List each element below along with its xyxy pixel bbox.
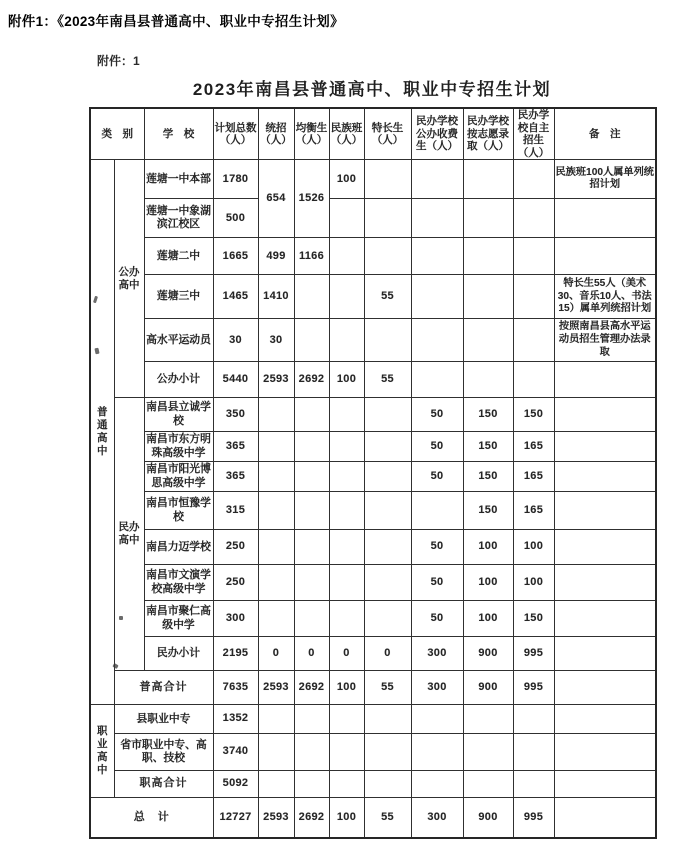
- subtotal-row: [90, 362, 656, 398]
- public-fee-cell: [411, 362, 463, 398]
- balanced-cell: [294, 530, 329, 565]
- public-fee-cell: 300: [411, 798, 463, 838]
- col-header-private-public-fee: 民办学校公办收费生（人）: [411, 108, 463, 160]
- remark-cell: 按照南昌县高水平运动员招生管理办法录取: [554, 319, 656, 362]
- autonomous-cell: 165: [513, 432, 554, 462]
- plan-total-cell: 1465: [213, 275, 258, 319]
- autonomous-cell: 150: [513, 398, 554, 432]
- school-name-cell: 高水平运动员: [144, 319, 213, 362]
- school-name-cell: 南昌力迈学校: [144, 530, 213, 565]
- volunteer-cell: 100: [463, 530, 513, 565]
- talent-cell: [364, 771, 411, 798]
- ethnic-cell: [329, 319, 364, 362]
- subtotal-row: [90, 637, 656, 671]
- subtotal-label: 民办小计: [144, 637, 213, 671]
- balanced-cell: 1166: [294, 238, 329, 275]
- remark-cell: 特长生55人（美术30、音乐10人、书法15）属单列统招计划: [554, 275, 656, 319]
- table-row: [90, 492, 656, 530]
- balanced-cell: 2692: [294, 362, 329, 398]
- ethnic-cell: [329, 771, 364, 798]
- school-name-cell: 莲塘二中: [144, 238, 213, 275]
- col-header-talent: 特长生（人）: [364, 108, 411, 160]
- talent-cell: [364, 432, 411, 462]
- balanced-cell: 2692: [294, 798, 329, 838]
- table-title: 2023年南昌县普通高中、职业中专招生计划: [192, 80, 552, 99]
- subtotal-row: [90, 671, 656, 705]
- talent-cell: [364, 565, 411, 601]
- public-fee-cell: 50: [411, 462, 463, 492]
- unified-cell: 2593: [258, 362, 294, 398]
- balanced-cell: 0: [294, 637, 329, 671]
- volunteer-cell: 150: [463, 398, 513, 432]
- group-label-public-hs: 公办高中: [114, 160, 144, 398]
- autonomous-cell: 165: [513, 492, 554, 530]
- remark-cell: [554, 671, 656, 705]
- talent-cell: 55: [364, 798, 411, 838]
- ethnic-cell: [329, 601, 364, 637]
- plan-total-cell: 7635: [213, 671, 258, 705]
- table-row: [90, 530, 656, 565]
- public-fee-cell: 50: [411, 601, 463, 637]
- volunteer-cell: 150: [463, 462, 513, 492]
- table-row: [90, 601, 656, 637]
- talent-cell: 55: [364, 671, 411, 705]
- unified-cell: [258, 771, 294, 798]
- autonomous-cell: [513, 771, 554, 798]
- autonomous-cell: [513, 734, 554, 771]
- school-name-cell: 县职业中专: [114, 705, 213, 734]
- autonomous-cell: 995: [513, 671, 554, 705]
- remark-cell: [554, 362, 656, 398]
- table-row: [90, 734, 656, 771]
- unified-cell: [258, 492, 294, 530]
- public-fee-cell: 300: [411, 671, 463, 705]
- plan-total-cell: 365: [213, 432, 258, 462]
- group-label-general-hs: 普通高中: [90, 160, 114, 705]
- talent-cell: [364, 238, 411, 275]
- volunteer-cell: 150: [463, 432, 513, 462]
- scan-artifact: [119, 616, 123, 620]
- volunteer-cell: [463, 238, 513, 275]
- balanced-cell: [294, 734, 329, 771]
- balanced-cell: [294, 432, 329, 462]
- balanced-cell: [294, 771, 329, 798]
- col-header-unified: 统招（人）: [258, 108, 294, 160]
- public-fee-cell: 50: [411, 398, 463, 432]
- attachment-label: 附件：1: [97, 54, 140, 68]
- plan-total-cell: 365: [213, 462, 258, 492]
- autonomous-cell: 100: [513, 565, 554, 601]
- table-row: [90, 565, 656, 601]
- public-fee-cell: [411, 771, 463, 798]
- talent-cell: [364, 319, 411, 362]
- volunteer-cell: [463, 319, 513, 362]
- school-name-cell: 南昌市阳光博思高级中学: [144, 462, 213, 492]
- school-name-cell: 莲塘一中本部: [144, 160, 213, 199]
- balanced-cell: [294, 565, 329, 601]
- balanced-cell: [294, 398, 329, 432]
- ethnic-cell: [329, 275, 364, 319]
- ethnic-cell: [329, 565, 364, 601]
- public-fee-cell: 300: [411, 637, 463, 671]
- autonomous-cell: [513, 319, 554, 362]
- plan-total-cell: 5440: [213, 362, 258, 398]
- enrollment-plan-table: [89, 107, 657, 839]
- volunteer-cell: 100: [463, 601, 513, 637]
- volunteer-cell: [463, 160, 513, 199]
- table-row: [90, 432, 656, 462]
- table-row: [90, 238, 656, 275]
- table-row: [90, 199, 656, 238]
- ethnic-cell: 100: [329, 798, 364, 838]
- remark-cell: [554, 771, 656, 798]
- balanced-cell: [294, 601, 329, 637]
- volunteer-cell: [463, 199, 513, 238]
- school-name-cell: 莲塘一中象湖滨江校区: [144, 199, 213, 238]
- volunteer-cell: 900: [463, 671, 513, 705]
- balanced-cell: [294, 705, 329, 734]
- remark-cell: [554, 398, 656, 432]
- unified-cell: 2593: [258, 671, 294, 705]
- remark-cell: [554, 734, 656, 771]
- autonomous-cell: [513, 705, 554, 734]
- unified-cell: 0: [258, 637, 294, 671]
- remark-cell: [554, 530, 656, 565]
- autonomous-cell: [513, 199, 554, 238]
- plan-total-cell: 1352: [213, 705, 258, 734]
- talent-cell: [364, 160, 411, 199]
- balanced-cell: 1526: [294, 160, 329, 238]
- col-header-private-volunteer: 民办学校按志愿录取（人）: [463, 108, 513, 160]
- public-fee-cell: [411, 238, 463, 275]
- unified-cell: [258, 734, 294, 771]
- col-header-category: 类 别: [90, 108, 144, 160]
- col-header-private-autonomous: 民办学校自主招生（人）: [513, 108, 554, 160]
- grand-total-row: [90, 798, 656, 838]
- volunteer-cell: [463, 362, 513, 398]
- school-name-cell: 莲塘三中: [144, 275, 213, 319]
- ethnic-cell: [329, 238, 364, 275]
- public-fee-cell: 50: [411, 565, 463, 601]
- unified-cell: [258, 530, 294, 565]
- col-header-plan-total: 计划总数（人）: [213, 108, 258, 160]
- subtotal-label: 公办小计: [144, 362, 213, 398]
- public-fee-cell: 50: [411, 530, 463, 565]
- remark-cell: [554, 238, 656, 275]
- school-name-cell: 南昌县立诚学校: [144, 398, 213, 432]
- balanced-cell: [294, 319, 329, 362]
- col-header-ethnic-class: 民族班（人）: [329, 108, 364, 160]
- plan-total-cell: 12727: [213, 798, 258, 838]
- public-fee-cell: [411, 734, 463, 771]
- plan-total-cell: 500: [213, 199, 258, 238]
- talent-cell: [364, 705, 411, 734]
- unified-cell: [258, 398, 294, 432]
- autonomous-cell: 150: [513, 601, 554, 637]
- autonomous-cell: [513, 362, 554, 398]
- grand-total-label: 总 计: [90, 798, 213, 838]
- talent-cell: [364, 462, 411, 492]
- autonomous-cell: 995: [513, 637, 554, 671]
- volunteer-cell: [463, 771, 513, 798]
- table-row: [90, 160, 656, 199]
- unified-cell: [258, 601, 294, 637]
- balanced-cell: 2692: [294, 671, 329, 705]
- volunteer-cell: 900: [463, 798, 513, 838]
- header-row: [90, 108, 656, 160]
- unified-cell: 30: [258, 319, 294, 362]
- public-fee-cell: [411, 705, 463, 734]
- unified-cell: 499: [258, 238, 294, 275]
- ethnic-cell: 100: [329, 671, 364, 705]
- remark-cell: [554, 565, 656, 601]
- col-header-balanced: 均衡生（人）: [294, 108, 329, 160]
- remark-cell: [554, 601, 656, 637]
- autonomous-cell: [513, 238, 554, 275]
- plan-total-cell: 250: [213, 565, 258, 601]
- ethnic-cell: [329, 462, 364, 492]
- table-row: [90, 462, 656, 492]
- public-fee-cell: 50: [411, 432, 463, 462]
- remark-cell: [554, 798, 656, 838]
- volunteer-cell: 150: [463, 492, 513, 530]
- school-name-cell: 南昌市文演学校高级中学: [144, 565, 213, 601]
- remark-cell: [554, 199, 656, 238]
- table-row: [90, 319, 656, 362]
- subtotal-row: [90, 771, 656, 798]
- unified-cell: [258, 462, 294, 492]
- col-header-remark: 备 注: [554, 108, 656, 160]
- plan-total-cell: 30: [213, 319, 258, 362]
- balanced-cell: [294, 462, 329, 492]
- balanced-cell: [294, 275, 329, 319]
- public-fee-cell: [411, 199, 463, 238]
- ethnic-cell: 100: [329, 362, 364, 398]
- ethnic-cell: [329, 705, 364, 734]
- group-label-private-hs: 民办高中: [114, 398, 144, 671]
- ethnic-cell: 100: [329, 160, 364, 199]
- plan-total-cell: 2195: [213, 637, 258, 671]
- unified-cell: 1410: [258, 275, 294, 319]
- talent-cell: [364, 199, 411, 238]
- volunteer-cell: [463, 734, 513, 771]
- volunteer-cell: [463, 705, 513, 734]
- talent-cell: [364, 492, 411, 530]
- plan-total-cell: 3740: [213, 734, 258, 771]
- ethnic-cell: [329, 530, 364, 565]
- table-row: [90, 275, 656, 319]
- table-row: [90, 705, 656, 734]
- plan-total-cell: 350: [213, 398, 258, 432]
- ethnic-cell: [329, 398, 364, 432]
- remark-cell: [554, 462, 656, 492]
- public-fee-cell: [411, 160, 463, 199]
- school-name-cell: 南昌市恒豫学校: [144, 492, 213, 530]
- remark-cell: [554, 432, 656, 462]
- plan-total-cell: 250: [213, 530, 258, 565]
- unified-cell: [258, 705, 294, 734]
- school-name-cell: 南昌市东方明珠高级中学: [144, 432, 213, 462]
- remark-cell: [554, 637, 656, 671]
- volunteer-cell: [463, 275, 513, 319]
- volunteer-cell: 100: [463, 565, 513, 601]
- plan-total-cell: 1780: [213, 160, 258, 199]
- school-name-cell: 省市职业中专、高职、技校: [114, 734, 213, 771]
- plan-total-cell: 1665: [213, 238, 258, 275]
- public-fee-cell: [411, 275, 463, 319]
- remark-cell: [554, 492, 656, 530]
- ethnic-cell: [329, 492, 364, 530]
- ethnic-cell: [329, 432, 364, 462]
- talent-cell: [364, 734, 411, 771]
- group-label-vocational-hs: 职业高中: [90, 705, 114, 798]
- col-header-school: 学 校: [144, 108, 213, 160]
- talent-cell: 55: [364, 275, 411, 319]
- table-row: [90, 398, 656, 432]
- talent-cell: [364, 398, 411, 432]
- public-fee-cell: [411, 492, 463, 530]
- autonomous-cell: 100: [513, 530, 554, 565]
- autonomous-cell: 995: [513, 798, 554, 838]
- unified-cell: [258, 565, 294, 601]
- balanced-cell: [294, 492, 329, 530]
- document-header: 附件1：《2023年南昌县普通高中、职业中专招生计划》: [8, 14, 344, 29]
- autonomous-cell: 165: [513, 462, 554, 492]
- ethnic-cell: 0: [329, 637, 364, 671]
- unified-cell: 654: [258, 160, 294, 238]
- vocational-total-label: 职高合计: [114, 771, 213, 798]
- autonomous-cell: [513, 275, 554, 319]
- ethnic-cell: [329, 734, 364, 771]
- talent-cell: [364, 530, 411, 565]
- plan-total-cell: 315: [213, 492, 258, 530]
- public-fee-cell: [411, 319, 463, 362]
- unified-cell: 2593: [258, 798, 294, 838]
- plan-total-cell: 300: [213, 601, 258, 637]
- talent-cell: 55: [364, 362, 411, 398]
- plan-total-cell: 5092: [213, 771, 258, 798]
- unified-cell: [258, 432, 294, 462]
- remark-cell: [554, 705, 656, 734]
- general-total-label: 普高合计: [114, 671, 213, 705]
- talent-cell: [364, 601, 411, 637]
- autonomous-cell: [513, 160, 554, 199]
- talent-cell: 0: [364, 637, 411, 671]
- remark-cell: 民族班100人属单列统招计划: [554, 160, 656, 199]
- school-name-cell: 南昌市聚仁高级中学: [144, 601, 213, 637]
- ethnic-cell: [329, 199, 364, 238]
- volunteer-cell: 900: [463, 637, 513, 671]
